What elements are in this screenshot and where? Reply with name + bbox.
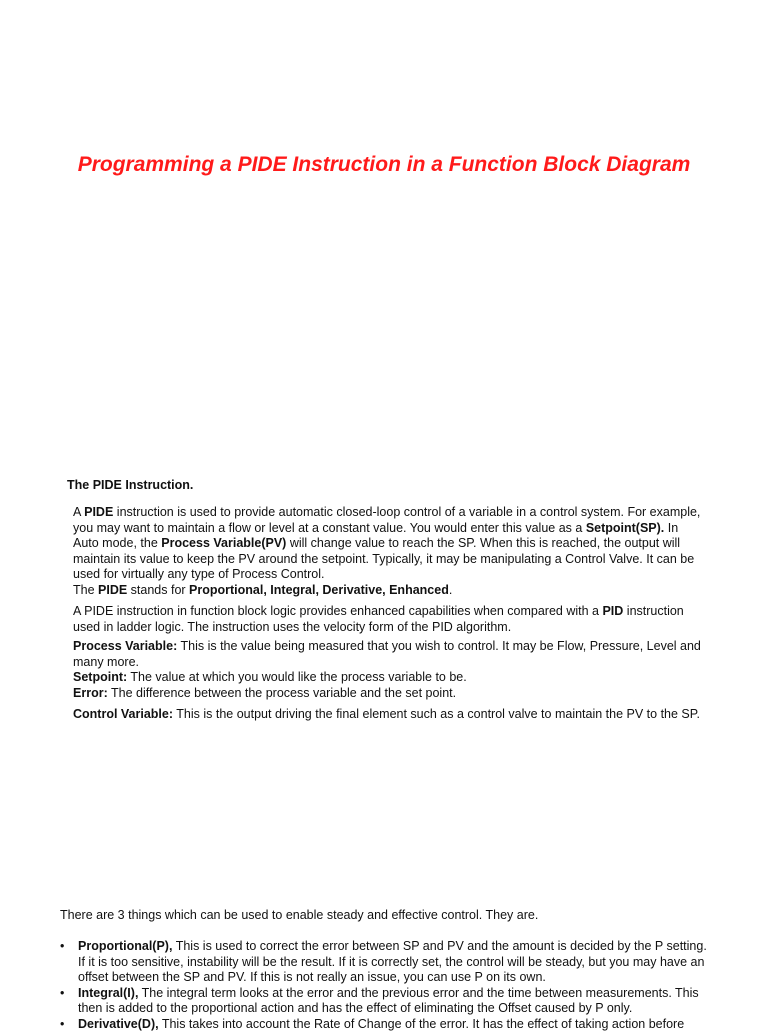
list-item-derivative: • Derivative(D), This takes into account the Rate of Change of the error. It has the effect of taking action before — [60, 1017, 710, 1032]
bullet-icon: • — [60, 986, 64, 1002]
definition-setpoint: Setpoint: The value at which you would like the process variable to be. — [73, 670, 703, 686]
intro-text: A PIDE instruction is used to provide automatic closed-loop control of a variable in a control system. For example, you may want to maintain a flow or level at a constant value. You would enter this value as a Setpoint(SP). In Auto mode, the Process Variable(PV) will change value to reach the SP. When this is reached, the output will maintain its value to keep the PV around the setpoint. Typically, it may be manipulating a Control Valve. It can be used for virtually any type of Process Control. — [73, 505, 703, 583]
definitions-list — [73, 639, 703, 701]
definition-error: Error: The difference between the process variable and the set point. — [73, 686, 703, 702]
bullet-icon: • — [60, 1017, 64, 1032]
comparison-paragraph: A PIDE instruction in function block logic provides enhanced capabilities when compared with a PID instruction used in ladder logic. The instruction uses the velocity form of the PID algorithm. — [73, 604, 703, 635]
bullet-icon: • — [60, 939, 64, 955]
pide-stands-for: The PIDE stands for Proportional, Integral, Derivative, Enhanced. — [73, 583, 703, 599]
intro-paragraph — [73, 505, 703, 598]
control-terms-intro: There are 3 things which can be used to enable steady and effective control. They are. — [60, 908, 538, 922]
page-title: Programming a PIDE Instruction in a Function Block Diagram — [60, 150, 708, 179]
definition-control-variable: Control Variable: This is the output driving the final element such as a control valve to maintain the PV to the SP. — [73, 707, 703, 723]
definition-process-variable: Process Variable: This is the value being measured that you wish to control. It may be Flow, Pressure, Level and many more. — [73, 639, 703, 670]
control-terms-list — [60, 939, 710, 1032]
list-item-proportional: • Proportional(P), This is used to correct the error between SP and PV and the amount is decided by the P setting. If it is too sensitive, instability will be the result. If it is correctly set, the control will be steady, but you may have an offset between the SP and PV. If this is not really an issue, you can use P on its own. — [60, 939, 710, 986]
list-item-integral: • Integral(I), The integral term looks at the error and the previous error and the time between measurements. This then is added to the proportional action and has the effect of eliminating the Offset caused by P only. — [60, 986, 710, 1017]
section-heading: The PIDE Instruction. — [67, 478, 193, 492]
